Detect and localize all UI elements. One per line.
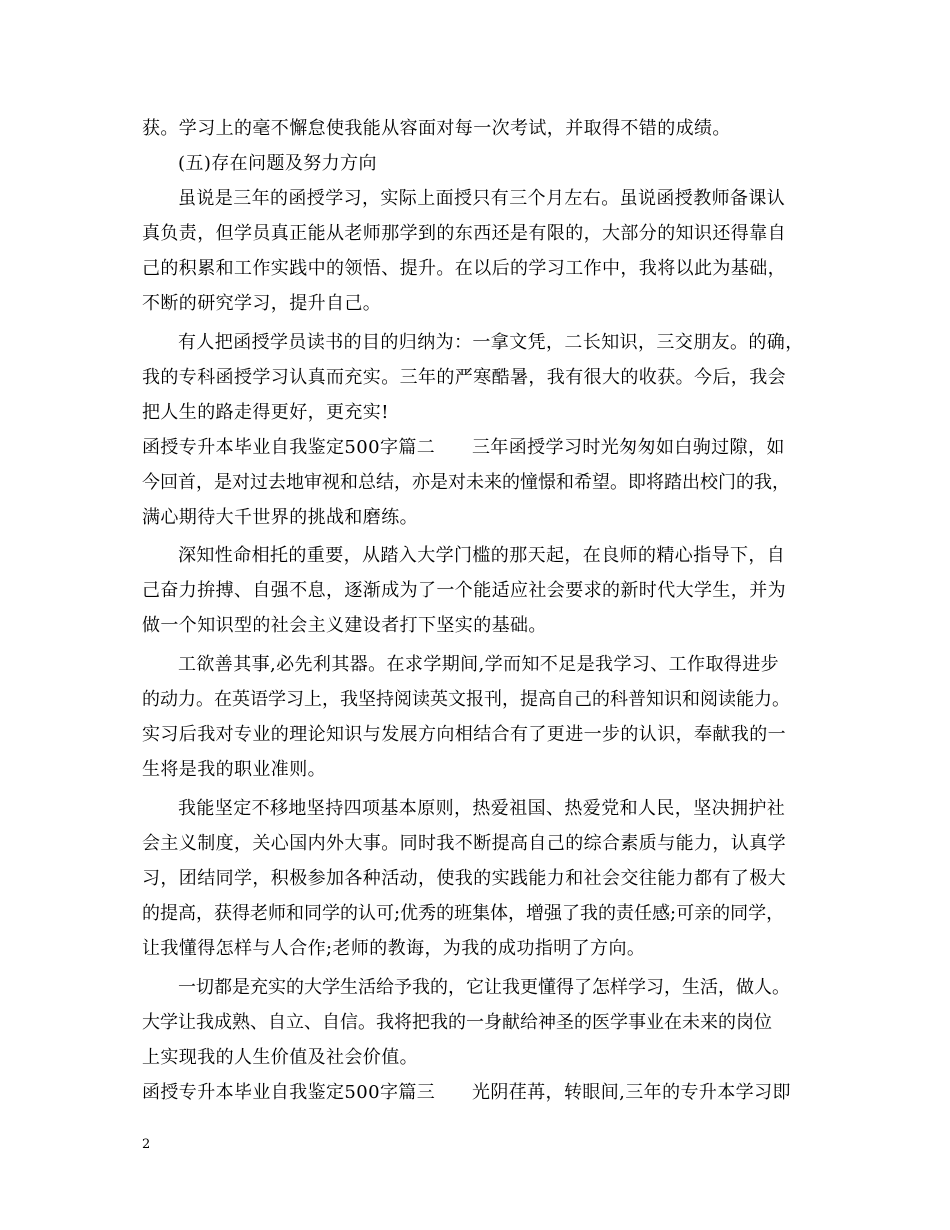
text-line: 会主义制度，关心国内外大事。同时我不断提高自己的综合素质与能力，认真学 (142, 833, 786, 854)
text-line: 满心期待大千世界的挑战和磨练。 (142, 507, 418, 528)
text-line: 真负责，但学员真正能从老师那学到的东西还是有限的，大部分的知识还得靠自 (142, 223, 786, 244)
text-line: 一切都是充实的大学生活给予我的，它让我更懂得了怎样学习，生活，做人。 (178, 977, 790, 998)
text-line: 我能坚定不移地坚持四项基本原则，热爱祖国、热爱党和人民，坚决拥护社 (178, 798, 786, 819)
text-line: 工欲善其事,必先利其器。在求学期间,学而知不足是我学习、工作取得进步 (178, 654, 780, 675)
page-number: 2 (142, 1137, 151, 1152)
text-line: 获。学习上的毫不懈怠使我能从容面对每一次考试，并取得不错的成绩。 (142, 118, 731, 139)
text-line: 生将是我的职业准则。 (142, 759, 326, 780)
text-line: 习，团结同学，积极参加各种活动，使我的实践能力和社会交往能力都有了极大 (142, 868, 786, 889)
text-line: 今回首，是对过去地审视和总结，亦是对未来的憧憬和希望。即将踏出校门的我， (142, 472, 790, 493)
text-line: 虽说是三年的函授学习，实际上面授只有三个月左右。虽说函授教师备课认 (178, 188, 786, 209)
text-line: 有人把函授学员读书的目的归纳为：一拿文凭，二长知识，三交朋友。的确， (178, 332, 804, 353)
text-line: 把人生的路走得更好，更充实! (142, 402, 389, 423)
text-line: 上实现我的人生价值及社会价值。 (142, 1047, 418, 1068)
text-line: 实习后我对专业的理论知识与发展方向相结合有了更进一步的认识，奉献我的一 (142, 724, 786, 745)
text-line: 的提高，获得老师和同学的认可;优秀的班集体，增强了我的责任感;可亲的同学， (142, 903, 785, 924)
section-heading: (五)存在问题及努力方向 (178, 153, 377, 174)
text-line: 不断的研究学习，提升自己。 (142, 293, 382, 314)
text-line: 做一个知识型的社会主义建设者打下坚实的基础。 (142, 615, 547, 636)
article-heading: 函授专升本毕业自我鉴定500字篇三 光阴荏苒，转眼间,三年的专升本学习即 (142, 1082, 791, 1103)
article-heading: 函授专升本毕业自我鉴定500字篇二 三年函授学习时光匆匆如白驹过隙，如 (142, 437, 785, 458)
text-line: 深知性命相托的重要，从踏入大学门槛的那天起，在良师的精心指导下，自 (178, 545, 786, 566)
text-line: 大学让我成熟、自立、自信。我将把我的一身献给神圣的医学事业在未来的岗位 (142, 1012, 772, 1033)
text-line: 的动力。在英语学习上，我坚持阅读英文报刊，提高自己的科普知识和阅读能力。 (142, 689, 790, 710)
text-line: 己奋力拚搏、自强不息，逐渐成为了一个能适应社会要求的新时代大学生，并为 (142, 580, 786, 601)
text-line: 让我懂得怎样与人合作;老师的教诲，为我的成功指明了方向。 (142, 938, 646, 959)
text-line: 己的积累和工作实践中的领悟、提升。在以后的学习工作中，我将以此为基础， (142, 258, 786, 279)
text-line: 我的专科函授学习认真而充实。三年的严寒酷暑，我有很大的收获。今后，我会 (142, 367, 786, 388)
